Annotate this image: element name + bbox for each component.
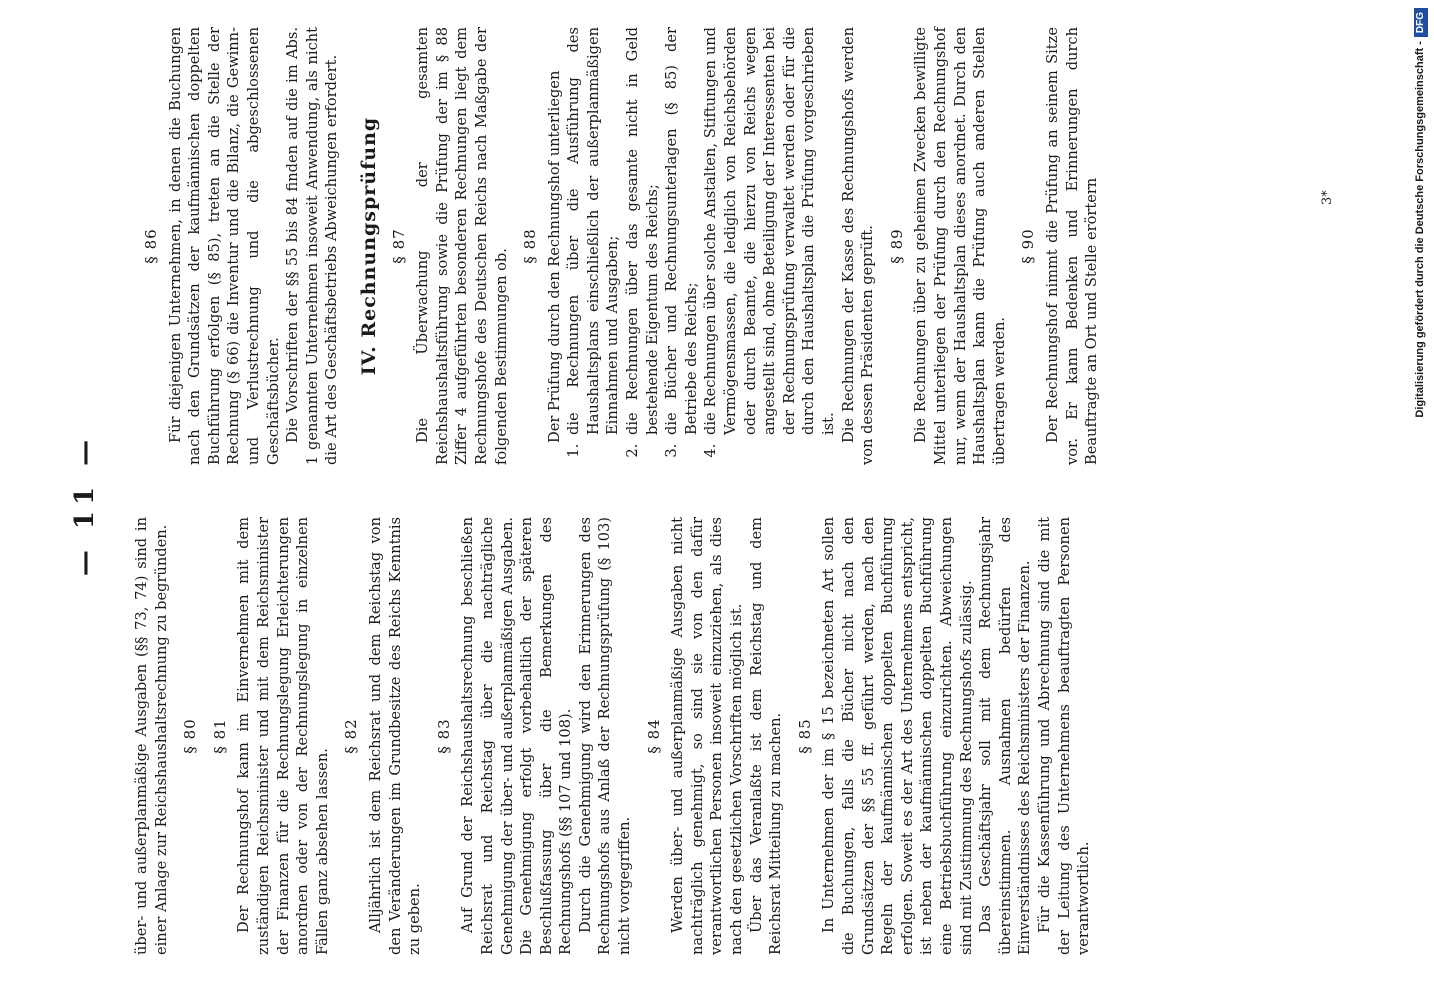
section-83-heading: § 83: [434, 718, 453, 754]
section-88-heading: § 88: [521, 228, 540, 264]
credit-line: [1410, 8, 1430, 993]
paragraph-89: Die Rechnungen über zu geheimen Zwecken bewilligte Mittel unterliegen der Prüfung durch den Rechnungshof nur, wenn der Haushaltsplan dieses anordnet. Durch den Haushaltsplan kann die Prüfung auch anderen Stellen übertragen werden.: [912, 27, 1008, 465]
page-header: — 11 —: [70, 433, 100, 577]
digitization-credit: [1410, 8, 1430, 993]
section-88-list: [564, 27, 838, 465]
section-90-heading: § 90: [1019, 228, 1038, 264]
credit-text: Digitalisierung gefördert durch die Deutsche Forschungsgemeinschaft -: [1414, 41, 1426, 418]
dfg-logo: DFG: [1414, 8, 1428, 37]
section-80-heading: § 80: [181, 718, 200, 754]
list-item: 1. die Rechnungen über die Ausführung des Haushaltsplans einschließlich der außerplanmäßigen Einnahmen und Ausgaben;: [564, 27, 623, 439]
section-82-heading: § 82: [342, 718, 361, 754]
paragraph-81: Der Rechnungshof kann im Einvernehmen mit dem zuständigen Reichsminister und mit dem Reichsminister der Finanzen für die Rechnungslegung Erleichterungen anordnen oder von der Rechnungslegung in einzelnen Fällen ganz absehen lassen.: [235, 517, 331, 955]
list-item: 3. die Bücher und Rechnungsunterlagen (§ 85) der Betriebe des Reichs;: [662, 27, 701, 439]
document-page: [70, 25, 1360, 985]
list-item: 4. die Rechnungen über solche Anstalten, Stiftungen und Vermögensmassen, die lediglich von Reichsbehörden oder durch Beamte, die hierzu von Reichs wegen angestellt sind, ohne Beteiligung der Interessenten bei der Rechnungsprüfung verwaltet werden oder für die durch den Haushaltsplan die Prüfung vorgeschrieben ist.: [701, 27, 838, 439]
left-column: [132, 517, 1094, 955]
right-column: [132, 27, 1102, 465]
paragraph-88-intro: Der Prüfung durch den Rechnungshof unterliegen: [545, 70, 563, 443]
paragraph-intro: über- und außerplanmäßige Ausgaben (§§ 73, 74) sind in einer Anlage zur Reichshaushaltsrechnung zu begründen.: [133, 517, 170, 955]
paragraph-85b: Das Geschäftsjahr soll mit dem Rechnungsjahr übereinstimmen. Ausnahmen bedürfen des Einverständnisses des Reichsministers der Finanzen.: [977, 517, 1034, 955]
paragraph-84a: Werden über- und außerplanmäßige Ausgaben nicht nachträglich genehmigt, so sind sie von den dafür verantwortlichen Personen insoweit einzuziehen, als dies nach den gesetzlichen Vorschriften möglich ist.: [669, 517, 746, 955]
section-86-heading: § 86: [142, 228, 160, 264]
paragraph-86a: Für diejenigen Unternehmen, in denen die Buchungen nach den Grundsätzen der kaufmännischen doppelten Buchführung erfolgen (§ 85), treten an die Stelle der Rechnung (§ 66) die Inventur und die Bilanz, die Gewinn- und Verlustrechnung und die abgeschlossenen Geschäftsbücher.: [166, 27, 282, 465]
paragraph-83b: Durch die Genehmigung wird den Erinnerungen des Rechnungshofs aus Anlaß der Rechnungsprüfung (§ 103) nicht vorgegriffen.: [576, 517, 634, 955]
page-signature: 3*: [1320, 190, 1335, 205]
paragraph-85a: In Unternehmen der im § 15 bezeichneten Art sollen die Buchungen, falls die Bücher nicht nach den Grundsätzen der §§ 55 ff. geführt werden, nach den Regeln der kaufmännischen doppelten Buchführung erfolgen. Soweit es der Art des Unternehmens entspricht, ist neben der kaufmännischen doppelten Buchführung eine Betriebsbuchführung einzurichten. Abweichungen sind mit Zustimmung des Rechnungshofs zulässig.: [820, 517, 975, 955]
part-title: IV. Rechnungsprüfung: [357, 116, 380, 376]
section-89-heading: § 89: [887, 228, 906, 264]
section-85-heading: § 85: [795, 718, 814, 754]
paragraph-84b: Über das Veranlaßte ist dem Reichstag und dem Reichsrat Mitteilung zu machen.: [747, 517, 785, 955]
paragraph-86b: Die Vorschriften der §§ 55 bis 84 finden auf die im Abs. 1 genannten Unternehmen insoweit Anwendung, als nicht die Art des Geschäftsbetriebs Abweichungen erfordert.: [284, 27, 341, 465]
paragraph-87: Die Überwachung der gesamten Reichshaushaltsführung sowie die Prüfung der im § 88 Ziffer 4 aufgeführten besonderen Rechnungen liegt dem Rechnungshofe des Deutschen Reichs nach Maßgabe der folgenden Bestimmungen ob.: [414, 27, 510, 465]
section-87-heading: § 87: [389, 228, 408, 264]
list-item: 2. die Rechnungen über das gesamte nicht in Geld bestehende Eigentum des Reichs;: [623, 27, 662, 439]
section-84-heading: § 84: [644, 718, 663, 754]
paragraph-85c: Für die Kassenführung und Abrechnung sind die mit der Leitung des Unternehmens beauftragten Personen verantwortlich.: [1035, 517, 1093, 955]
paragraph-83a: Auf Grund der Reichshaushaltsrechnung beschließen Reichsrat und Reichstag über die nachträgliche Genehmigung der über- und außerplanmäßigen Ausgaben. Die Genehmigung erfolgt vorbehaltlich der späteren Beschlußfassung über die Bemerkungen des Rechnungshofs (§§ 107 und 108).: [459, 517, 575, 955]
section-81-heading: § 81: [210, 718, 229, 754]
paragraph-90: Der Rechnungshof nimmt die Prüfung an seinem Sitze vor. Er kann Bedenken und Erinnerungen durch Beauftragte an Ort und Stelle erörtern: [1043, 27, 1101, 465]
paragraph-82: Alljährlich ist dem Reichsrat und dem Reichstag von den Veränderungen im Grundbesitze des Reichs Kenntnis zu geben.: [366, 517, 424, 955]
paragraph-88b: Die Rechnungen der Kasse des Rechnungshofs werden von dessen Präsidenten geprüft.: [839, 27, 877, 465]
